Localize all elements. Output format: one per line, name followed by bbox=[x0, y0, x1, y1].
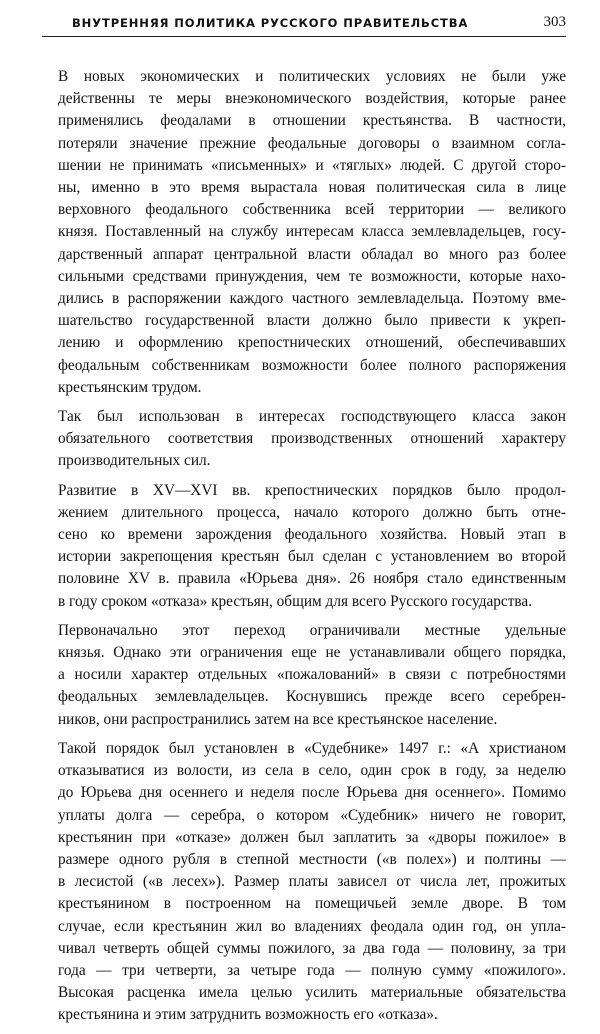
text-line: в лесистой («в лесех»). Размер платы зависел от числа лет, прожитых bbox=[58, 873, 566, 891]
body-text bbox=[42, 66, 566, 1027]
text-line: лению и оформлению крепостнических отношений, обеспечивавших bbox=[58, 334, 566, 352]
text-line: верховного феодального собственника всей территории — великого bbox=[58, 201, 566, 219]
paragraph-1 bbox=[42, 66, 566, 399]
text-line: Первоначально этот переход ограничивали местные удельные bbox=[58, 621, 566, 639]
running-title: ВНУТРЕННЯЯ ПОЛИТИКА РУССКОГО ПРАВИТЕЛЬСТВА bbox=[72, 16, 469, 30]
text-line: истории закрепощения крестьян был сделан с установлением во второй bbox=[58, 548, 566, 566]
text-line: до Юрьева дня осеннего и неделя после Юрьева дня осеннего». Помимо bbox=[58, 784, 566, 802]
text-line: князья. Однако эти ограничения еще не устанавливали общего порядка, bbox=[58, 644, 566, 662]
text-line: года — три четверти, за четыре года — полную сумму «пожилого». bbox=[58, 961, 566, 979]
book-page bbox=[42, 14, 566, 1034]
text-line: крестьянином в построенном на помещичьей земле дворе. В том bbox=[58, 895, 566, 913]
text-line: уплаты долга — серебра, о котором «Судебник» ничего не говорит, bbox=[58, 806, 566, 824]
paragraph-2 bbox=[42, 406, 566, 473]
text-line: применялись феодалами в отношении крестьянства. В частности, bbox=[58, 112, 566, 130]
text-line: случае, если крестьянин жил во владениях феодала один год, он упла- bbox=[58, 917, 566, 935]
text-line: Высокая расценка имела целью усилить материальные обязательства bbox=[58, 984, 566, 1002]
text-line: дились в распоряжении каждого частного землевладельца. Поэтому вме- bbox=[58, 290, 566, 308]
text-line: ны, именно в это время вырастала новая политическая сила в лице bbox=[58, 179, 566, 197]
text-line: крестьянина и этим затруднить возможность его «отказа». bbox=[58, 1006, 438, 1024]
text-line: производительных сил. bbox=[58, 452, 211, 470]
text-line: сильными средствами принуждения, чем те возможности, которые нахо- bbox=[58, 267, 566, 285]
running-head bbox=[42, 14, 566, 37]
text-line: князя. Поставленный на службу интересам класса землевладельцев, госу- bbox=[58, 223, 566, 241]
text-line: дарственный аппарат центральной власти обладал во много раз более bbox=[58, 245, 566, 263]
text-line: крестьянским трудом. bbox=[58, 378, 202, 396]
text-line: половине XV в. правила «Юрьева дня». 26 ноября стало единственным bbox=[58, 570, 566, 588]
text-line: крестьянин при «отказе» должен был заплатить за «дворы пожилое» в bbox=[58, 828, 566, 846]
paragraph-3 bbox=[42, 480, 566, 613]
text-line: чивал четверть общей суммы пожилого, за два года — половину, за три bbox=[58, 939, 566, 957]
paragraph-5 bbox=[42, 738, 566, 1027]
text-line: сено ко времени зарождения феодального хозяйства. Новый этап в bbox=[58, 526, 566, 544]
text-line: Такой порядок был установлен в «Судебнике» 1497 г.: «А христианом bbox=[58, 739, 566, 757]
text-line: шении не принимать «письменных» и «тяглых» людей. С другой сторо- bbox=[58, 156, 566, 174]
text-line: отказыватися из волости, из села в село, один срок в году, за неделю bbox=[58, 762, 566, 780]
text-line: потеряли значение прежние феодальные договоры о взаимном согла- bbox=[58, 134, 566, 152]
text-line: В новых экономических и политических условиях не были уже bbox=[58, 68, 566, 85]
text-line: ников, они распространились затем на все крестьянское население. bbox=[58, 710, 498, 728]
text-line: Так был использован в интересах господствующего класса закон bbox=[58, 408, 566, 426]
text-line: феодальных землевладельцев. Коснувшись прежде всего серебрен- bbox=[58, 688, 566, 706]
page-number: 303 bbox=[543, 14, 566, 30]
text-line: феодальным собственникам возможности более полного распоряжения bbox=[58, 356, 566, 374]
text-line: обязательного соответствия производственных отношений характеру bbox=[58, 430, 566, 448]
text-line: шательство государственной власти должно было привести к укреп- bbox=[58, 312, 566, 330]
paragraph-4 bbox=[42, 620, 566, 731]
text-line: а носили характер отдельных «пожалований» в связи с потребностями bbox=[58, 666, 566, 684]
text-line: размере одного рубля в степной местности («в полех») и полтины — bbox=[58, 850, 566, 868]
text-line: жением длительного процесса, начало которого должно быть отне- bbox=[58, 503, 566, 521]
text-line: Развитие в XV—XVI вв. крепостнических порядков было продол- bbox=[58, 481, 566, 499]
text-line: действенны те меры внеэкономического воздействия, которые ранее bbox=[58, 90, 566, 108]
text-line: в году сроком «отказа» крестьян, общим для всего Русского государства. bbox=[58, 592, 533, 610]
